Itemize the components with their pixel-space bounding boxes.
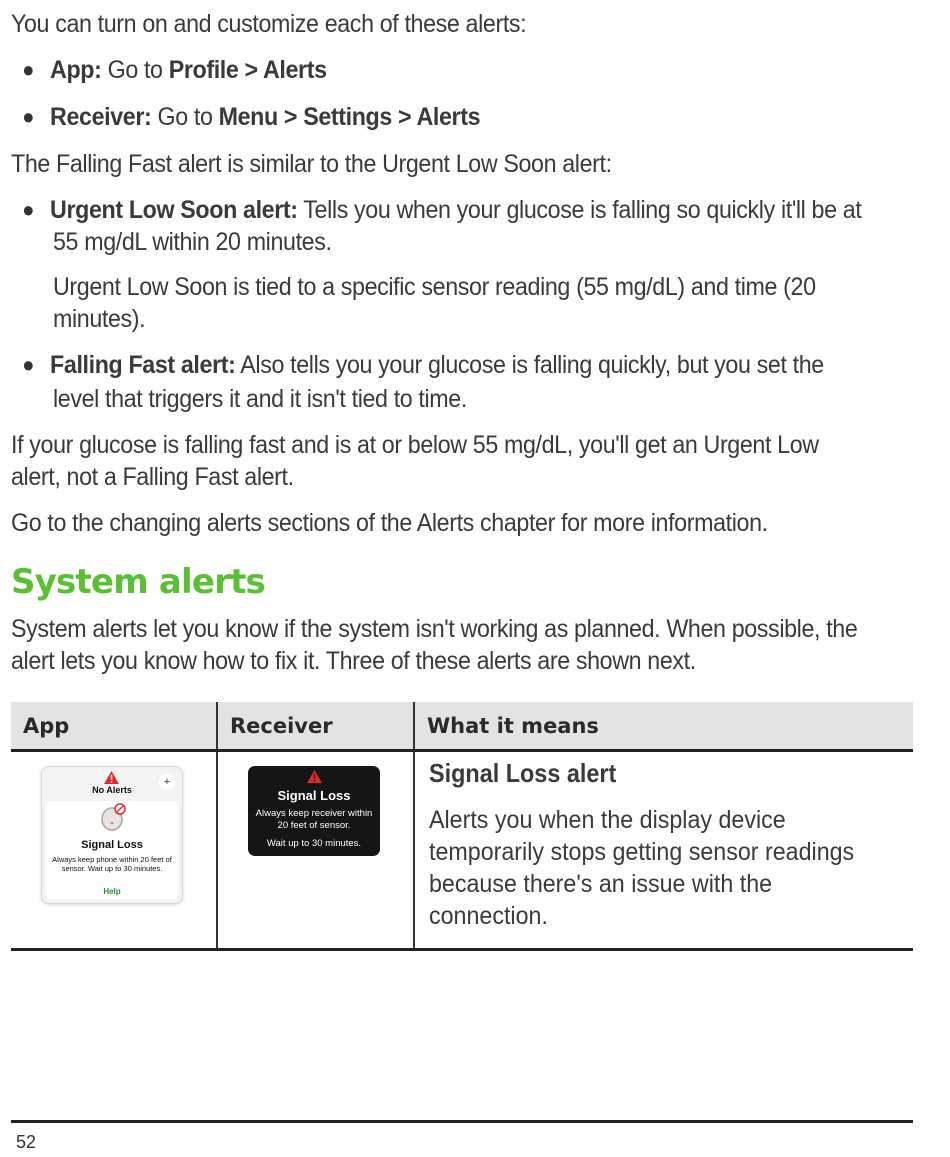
signal-loss-alert-title: Signal Loss alert (429, 758, 617, 788)
table-row (11, 751, 913, 950)
what-it-means-cell (414, 751, 913, 950)
sensor-signal-loss-icon (100, 803, 126, 831)
bullet-dot: ● (22, 104, 35, 129)
urgent-note-line2: minutes). (53, 305, 146, 333)
app-signal-loss-title: Signal Loss (81, 839, 143, 851)
signal-loss-alert-description: Alerts you when the display device temporarily stops getting sensor readings because there's an issue with the connection. (429, 806, 855, 930)
section-title: System alerts (11, 562, 265, 602)
header-receiver: Receiver (217, 702, 414, 751)
no-alerts-label: No Alerts (92, 785, 132, 795)
bullet-dot: ● (22, 197, 35, 222)
alert-card (46, 801, 178, 899)
app-signal-loss-screen (41, 766, 183, 904)
bullet-dot: ● (22, 57, 35, 82)
header-what-it-means: What it means (414, 702, 913, 751)
footer-divider (11, 1120, 913, 1123)
intro-text: You can turn on and customize each of these alerts: (11, 10, 527, 38)
help-link[interactable]: Help (103, 887, 121, 896)
if-below-line2: alert, not a Falling Fast alert. (11, 463, 294, 491)
section-paragraph-line1: System alerts let you know if the system isn't working as planned. When possible, the (11, 615, 858, 643)
section-paragraph-line2: alert lets you know how to fix it. Three of these alerts are shown next. (11, 647, 696, 675)
plus-icon: + (159, 774, 175, 790)
bullet-dot: ● (22, 352, 35, 377)
app-signal-loss-body: Always keep phone within 20 feet of sensor. Wait up to 30 minutes. (52, 855, 172, 873)
app-cell (11, 751, 217, 950)
similar-text: The Falling Fast alert is similar to the Urgent Low Soon alert: (11, 150, 612, 178)
receiver-cell (217, 751, 414, 950)
receiver-signal-loss-screen (248, 766, 380, 856)
receiver-wait-text: Wait up to 30 minutes. (266, 838, 362, 849)
goto-text: Go to the changing alerts sections of the Alerts chapter for more information. (11, 509, 768, 537)
if-below-line1: If your glucose is falling fast and is at or below 55 mg/dL, you'll get an Urgent Low (11, 431, 819, 459)
urgent-note-line1: Urgent Low Soon is tied to a specific sensor reading (55 mg/dL) and time (20 (53, 273, 816, 301)
header-app: App (11, 702, 217, 751)
receiver-signal-loss-body: Always keep receiver within 20 feet of sensor. (255, 808, 373, 831)
falling-line2: level that triggers it and it isn't tied to time. (53, 385, 467, 413)
urgent-line2: 55 mg/dL within 20 minutes. (53, 228, 332, 256)
warning-icon (307, 770, 322, 783)
receiver-signal-loss-title: Signal Loss (277, 788, 351, 803)
system-alerts-table (11, 702, 913, 951)
warning-icon (104, 771, 119, 784)
page-number: 52 (16, 1132, 37, 1152)
